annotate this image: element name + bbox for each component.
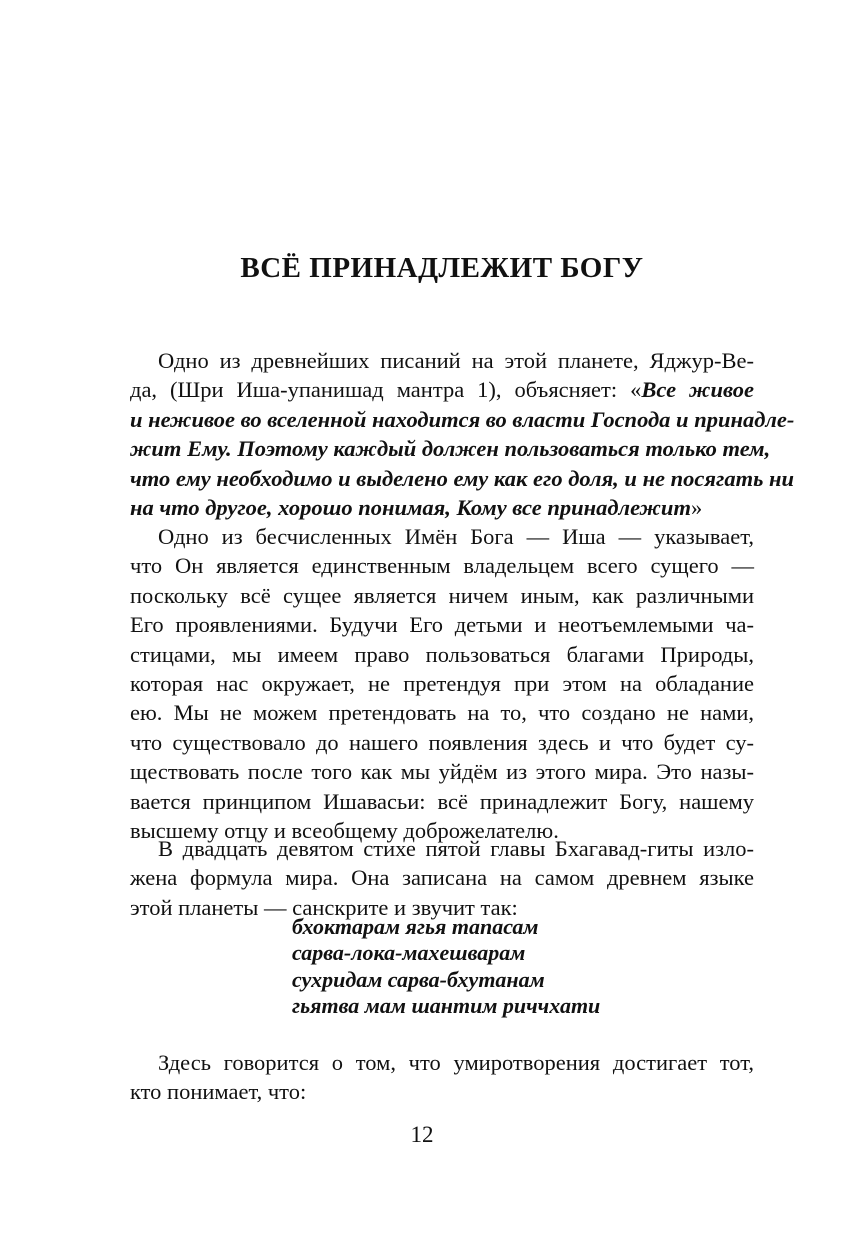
- paragraph-2: [130, 522, 754, 845]
- page-number: 12: [410, 1122, 434, 1147]
- text-line: В двадцать девятом стихе пятой главы Бхагавад-гиты изло-: [158, 836, 754, 861]
- quote-line: жит Ему. Поэтому каждый должен пользоваться только тем,: [130, 436, 771, 462]
- text-line: Здесь говорится о том, что умиротворения достигает тот,: [158, 1050, 754, 1075]
- verse-line: бхоктарам ягья тапасам: [292, 914, 539, 939]
- quote-span: на что другое, хорошо понимая, Кому все принадлежит: [130, 494, 691, 520]
- quote-line: и неживое во вселенной находится во власти Господа и принадле-: [130, 406, 795, 432]
- text-line: жена формула мира. Она записана на самом древнем языке: [130, 865, 754, 891]
- text-line: которая нас окружает, не претендуя при этом на обладание: [130, 670, 754, 696]
- text-line: стицами, мы имеем право пользоваться благами Природы,: [130, 641, 754, 667]
- text-line: Его проявлениями. Будучи Его детьми и неотъемлемыми ча-: [130, 612, 754, 638]
- verse-line: сарва-лока-махешварам: [292, 940, 526, 966]
- text-line: вается принципом Ишавасьи: всё принадлежит Богу, нашему: [130, 788, 754, 814]
- text-line: что Он является единственным владельцем всего сущего —: [130, 553, 754, 579]
- sanskrit-verse: [292, 914, 712, 1020]
- text-line: ществовать после того как мы уйдём из этого мира. Это назы-: [130, 759, 754, 785]
- paragraph-4: [130, 1048, 754, 1107]
- text-line: кто понимает, что:: [130, 1079, 307, 1105]
- verse-line: гьятва мам шантим риччхати: [292, 993, 601, 1019]
- quote-line: что ему необходимо и выделено ему как его доля, и не посягать ни: [130, 465, 794, 491]
- text-line: Одно из древнейших писаний на этой планете, Яджур-Ве-: [158, 348, 754, 373]
- text-line: [130, 375, 754, 404]
- text-line: поскольку всё сущее является ничем иным, как различными: [130, 582, 754, 608]
- chapter-title: ВСЁ ПРИНАДЛЕЖИТ БОГУ: [240, 252, 644, 284]
- text-span: »: [690, 494, 703, 520]
- paragraph-1: [130, 346, 795, 522]
- quote-span: Все живое: [641, 377, 754, 403]
- text-line: Одно из бесчисленных Имён Бога — Иша — указывает,: [158, 524, 754, 549]
- text-line: [130, 493, 754, 522]
- text-line: что существовало до нашего появления здесь и что будет су-: [130, 729, 754, 755]
- text-line: высшему отцу и всеобщему доброжелателю.: [130, 817, 559, 843]
- verse-line: сухридам сарва-бхутанам: [292, 966, 545, 992]
- text-line: этой планеты — санскрите и звучит так:: [130, 894, 518, 920]
- paragraph-3: [130, 834, 754, 922]
- text-line: ею. Мы не можем претендовать на то, что создано не нами,: [130, 700, 754, 726]
- text-span: да, (Шри Иша-упанишад мантра 1), объясняет: «: [130, 377, 642, 403]
